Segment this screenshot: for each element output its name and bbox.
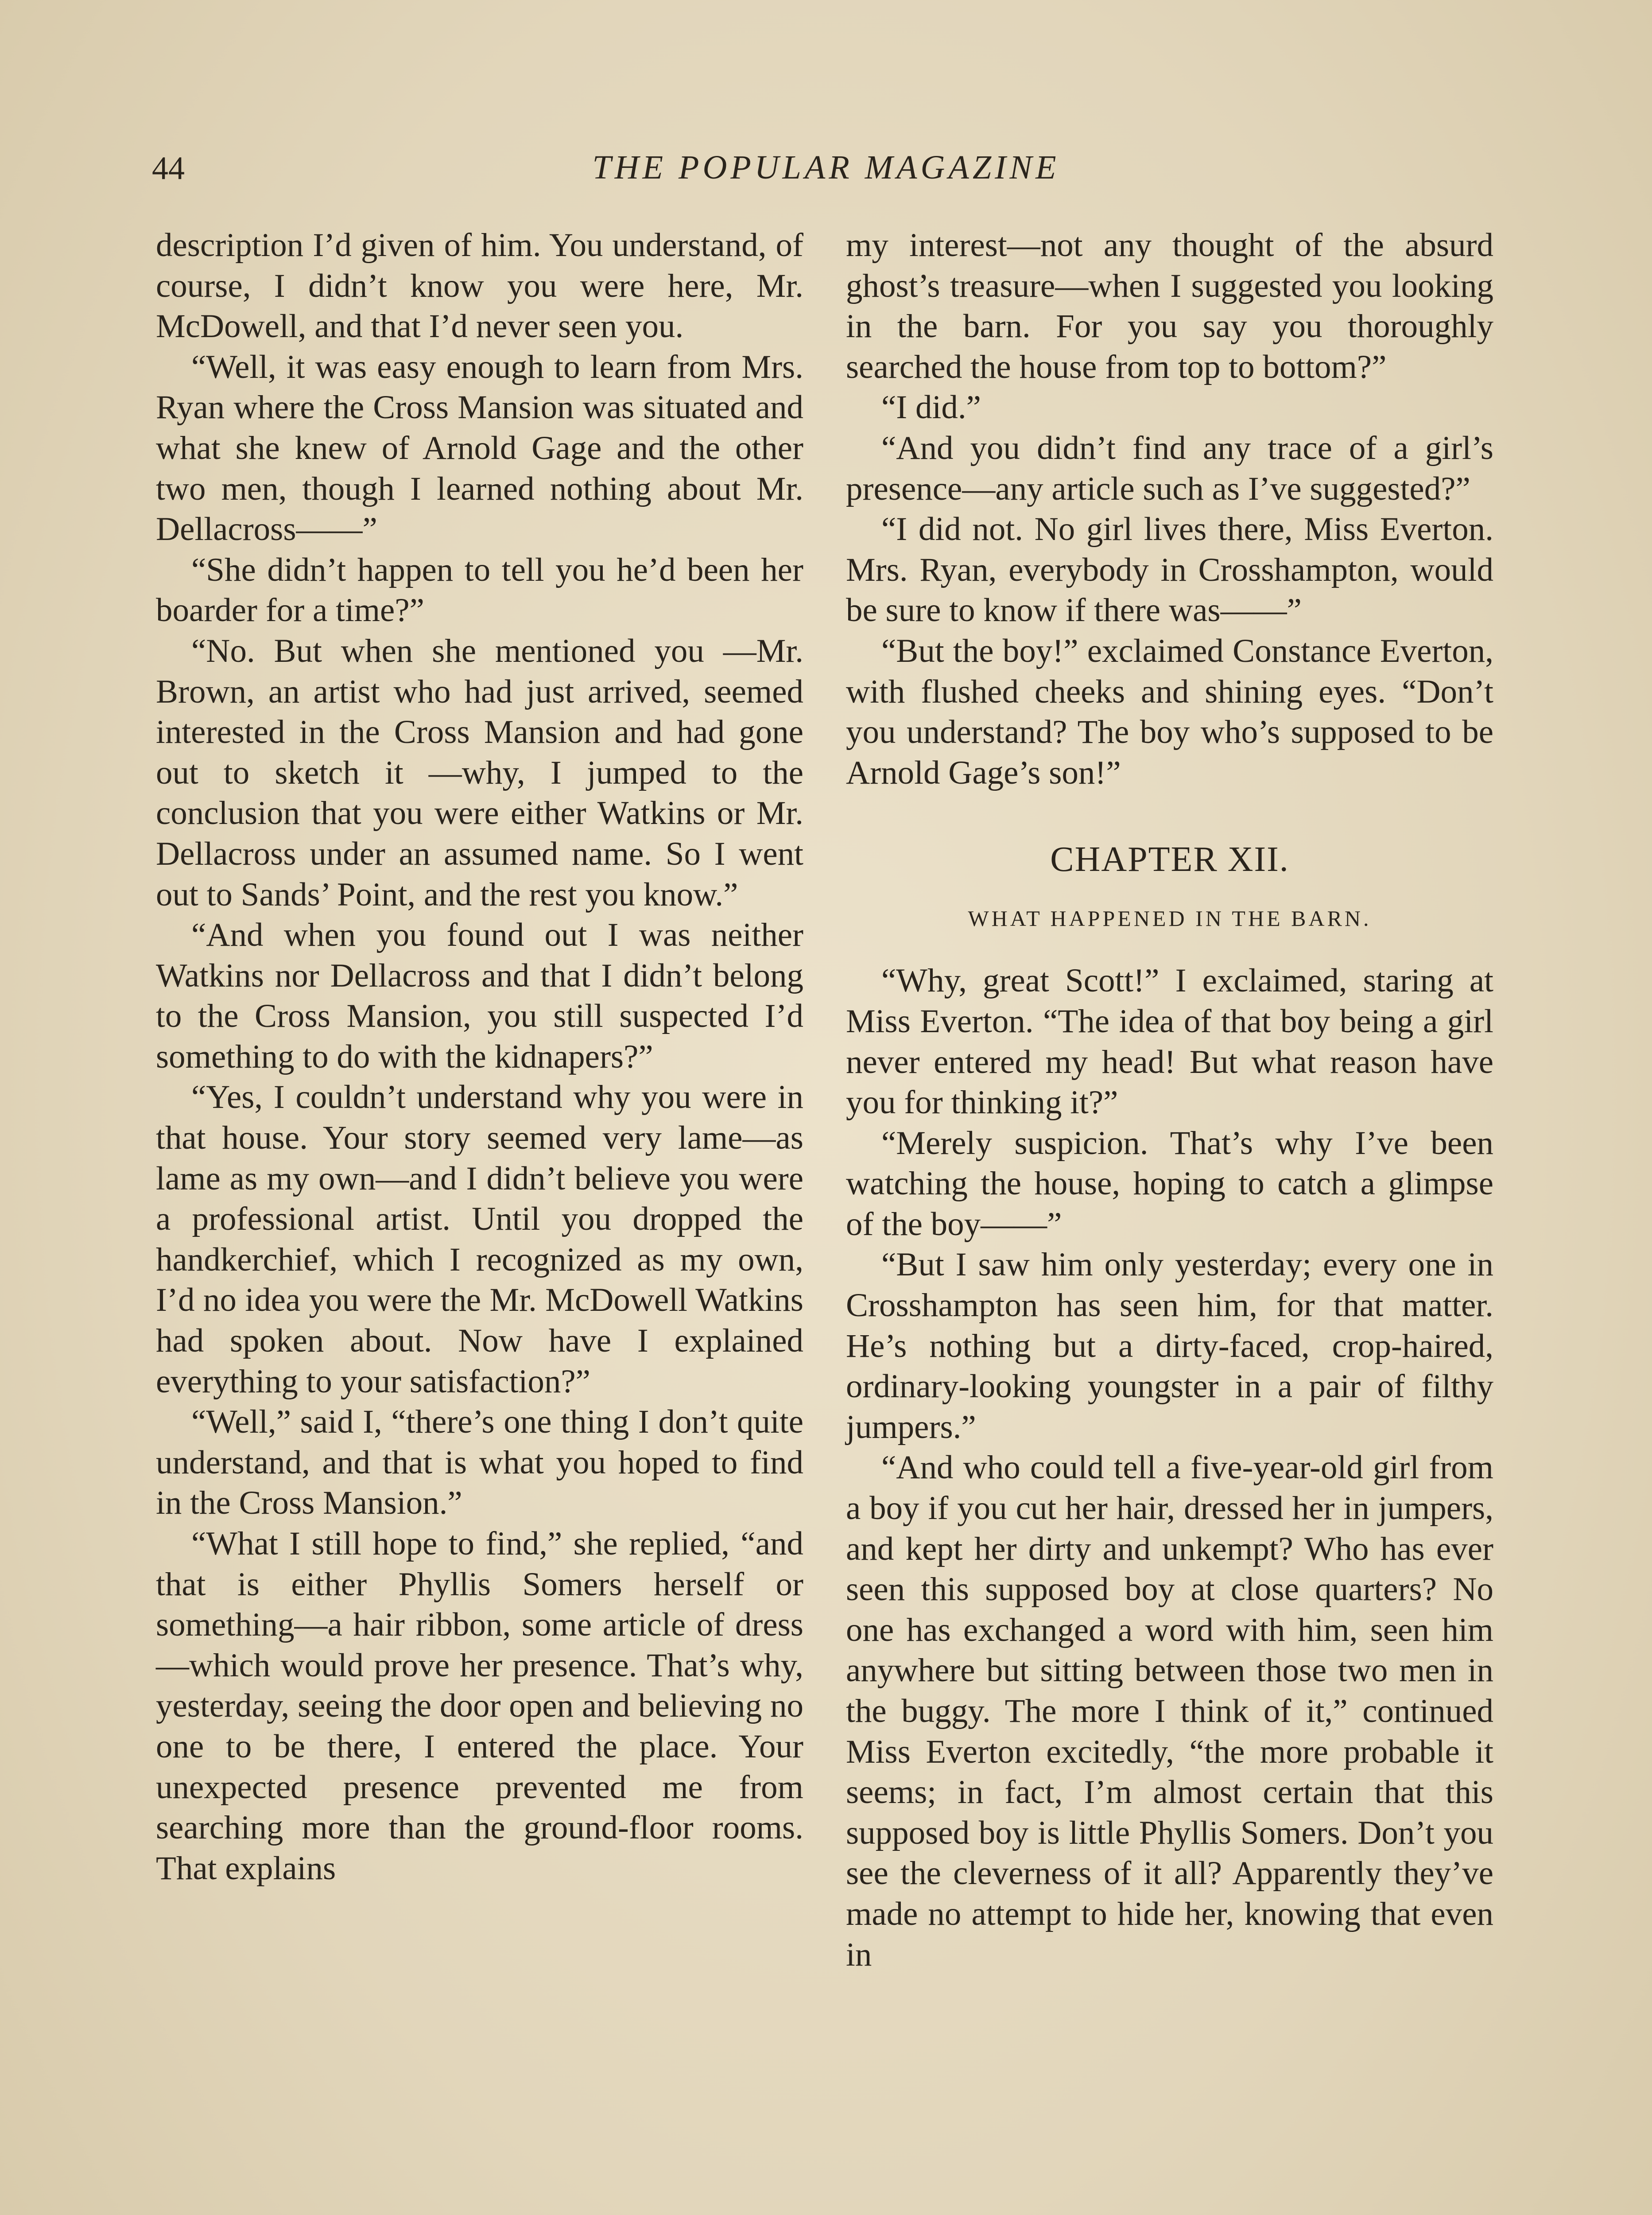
paragraph: “What I still hope to find,” she replied, “and that is either Phyllis Somers herself or something—a hair ribbon, some article of dress—which would prove her presence. That’s why, yesterday, seeing the door open and believing no one to be there, I entered the place. Your unexpected presence prevented me from searching more than the ground-floor rooms. That explains <box>156 1525 803 1887</box>
paragraph: “And you didn’t find any trace of a girl’s presence—any article such as I’ve suggested?” <box>846 429 1493 507</box>
paragraph: “Yes, I couldn’t understand why you were in that house. Your story seemed very lame—as lame as my own—and I didn’t believe you were a professional artist. Until you dropped the handkerchief, which I recognized as my own, I’d no idea you were the Mr. McDowell Watkins had spoken about. Now have I explained everything to your satisfaction?” <box>156 1079 803 1400</box>
paragraph: “And when you found out I was neither Watkins nor Dellacross and that I didn’t belong to the Cross Mansion, you still suspected I’d something to do with the kidnapers?” <box>156 917 803 1075</box>
paragraph: “I did.” <box>881 389 981 426</box>
page-number: 44 <box>152 150 185 187</box>
paragraph: description I’d given of him. You understand, of course, I didn’t know you were here, Mr. McDowell, and that I’d never seen you. <box>156 227 803 345</box>
paragraph: “No. But when she mentioned you —Mr. Brown, an artist who had just arrived, seemed interested in the Cross Mansion and had gone out to sketch it —why, I jumped to the conclusion that you were either Watkins or Mr. Dellacross under an assumed name. So I went out to Sands’ Point, and the rest you know.” <box>156 632 803 913</box>
paragraph: “And who could tell a five-year-old girl from a boy if you cut her hair, dressed her in jumpers, and kept her dirty and unkempt? Who has ever seen this supposed boy at close quarters? No one has exchanged a word with him, seen him anywhere but sitting between those two men in the buggy. The more I think of it,” continued Miss Everton excitedly, “the more probable it seems; in fact, I’m almost certain that this supposed boy is little Phyllis Somers. Don’t you see the cleverness of it all? Apparently they’ve made no attempt to hide her, knowing that even in <box>846 1449 1493 1973</box>
chapter-subtitle: WHAT HAPPENED IN THE BARN. <box>968 906 1372 931</box>
paragraph: “I did not. No girl lives there, Miss Everton. Mrs. Ryan, everybody in Crosshampton, would be sure to know if there was——” <box>846 511 1493 629</box>
running-head: THE POPULAR MAGAZINE <box>592 149 1060 186</box>
paragraph: “But the boy!” exclaimed Constance Everton, with flushed cheeks and shining eyes. “Don’t you understand? The boy who’s supposed to be Arnold Gage’s son!” <box>846 632 1493 791</box>
left-column <box>156 225 803 1889</box>
paragraph: “Well,” said I, “there’s one thing I don’t quite understand, and that is what you hoped to find in the Cross Mansion.” <box>156 1403 803 1522</box>
paragraph: “Why, great Scott!” I exclaimed, staring at Miss Everton. “The idea of that boy being a girl never entered my head! But what reason have you for thinking it?” <box>846 962 1493 1121</box>
paragraph: my interest—not any thought of the absurd ghost’s treasure—when I suggested you looking in the barn. For you say you thoroughly searched the house from top to bottom?” <box>846 227 1493 385</box>
paragraph: “She didn’t happen to tell you he’d been her boarder for a time?” <box>156 551 803 629</box>
paragraph: “Merely suspicion. That’s why I’ve been watching the house, hoping to catch a glimpse of the boy——” <box>846 1124 1493 1243</box>
paragraph: “But I saw him only yesterday; every one in Crosshampton has seen him, for that matter. He’s nothing but a dirty-faced, crop-haired, ordinary-looking youngster in a pair of filthy jumpers.” <box>846 1246 1493 1446</box>
paragraph: “Well, it was easy enough to learn from Mrs. Ryan where the Cross Mansion was situated and what she knew of Arnold Gage and the other two men, though I learned nothing about Mr. Dellacross——” <box>156 348 803 548</box>
chapter-title: CHAPTER XII. <box>1050 840 1289 879</box>
right-column <box>846 225 1493 1975</box>
